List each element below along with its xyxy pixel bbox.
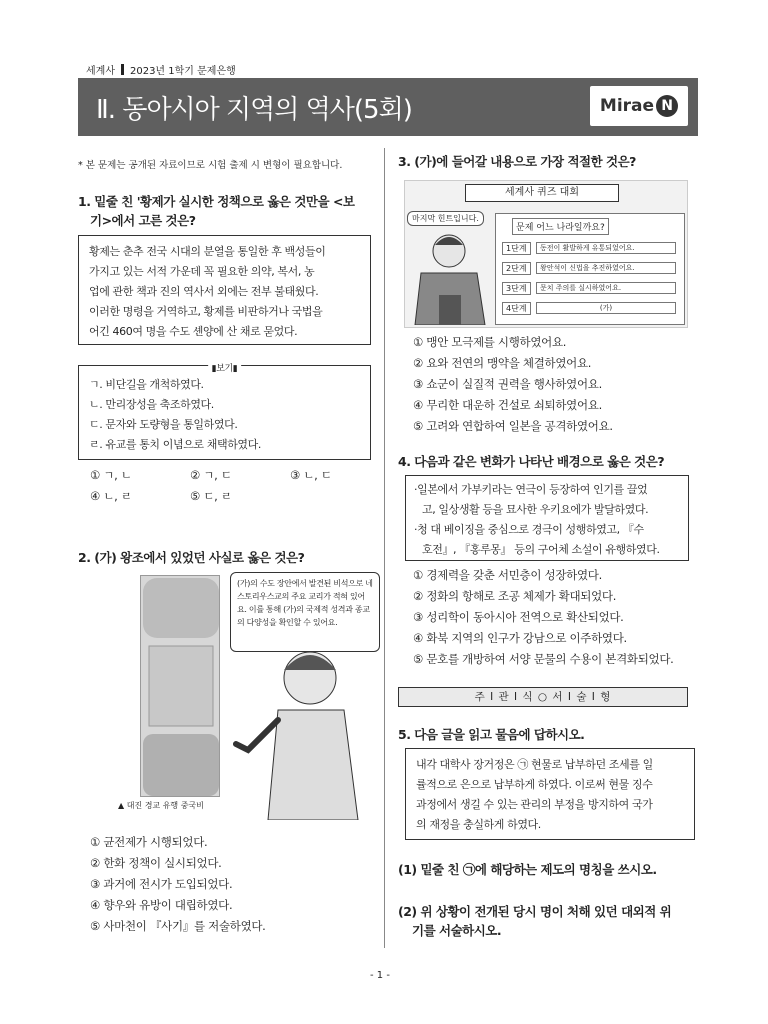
quiz-illustration	[404, 180, 688, 328]
teacher-figure	[411, 229, 491, 325]
q4-passage-box	[405, 475, 689, 561]
q3-choice-4[interactable]: ④ 무리한 대운하 건설로 쇠퇴하였어요.	[413, 398, 602, 412]
q5-sub1: (1) 밑줄 친 ㉠에 해당하는 제도의 명칭을 쓰시오.	[398, 862, 657, 877]
stele-caption: ▲ 대진 경교 유행 중국비	[118, 801, 204, 810]
separator-bar	[121, 64, 124, 75]
stele-image	[140, 575, 220, 797]
q2-choice-3[interactable]: ③ 과거에 전시가 도입되었다.	[90, 877, 233, 891]
stage-hint: 문치 주의를 실시하였어요.	[536, 282, 676, 294]
q5-passage-line: 의 재정을 충실하게 하였다.	[416, 818, 541, 831]
speech-bubble: (가)의 수도 장안에서 발견된 비석으로 네스토리우스교의 주요 교리가 적혀 있어요. 이를 통해 (가)의 국제적 성격과 종교의 다양성을 확인할 수 있어요.	[230, 572, 380, 652]
q3-choice-2[interactable]: ② 요와 전연의 맹약을 체결하였어요.	[413, 356, 592, 370]
title-banner	[78, 78, 698, 136]
page-title: Ⅱ. 동아시아 지역의 역사(5회)	[96, 95, 412, 125]
logo-mark: N	[656, 95, 678, 117]
q2-choice-1[interactable]: ① 균전제가 시행되었다.	[90, 835, 208, 849]
q4-passage-line: 호전』, 『홍루몽』 등의 구어체 소설이 유행하였다.	[422, 543, 660, 556]
explainer-illustration	[228, 640, 368, 820]
bogi-label: ▮보기▮	[208, 359, 242, 379]
q4-passage-line: ·일본에서 가부키라는 연극이 등장하여 인기를 끌었	[414, 483, 648, 496]
quiz-board	[495, 213, 685, 325]
q5-sub2-line1: (2) 위 상황이 전개된 당시 명이 처해 있던 대외적 위	[398, 904, 672, 919]
subject-label: 세계사	[86, 66, 115, 77]
q1-choice-5[interactable]: ⑤ ㄷ, ㄹ	[190, 489, 232, 503]
q4-passage-line: 고, 일상생활 등을 묘사한 우키요에가 발달하였다.	[422, 503, 649, 516]
q5-passage-line: 내각 대학사 장거정은 ㉠ 현물로 납부하던 조세를 일	[416, 758, 653, 771]
q1-choice-1[interactable]: ① ㄱ, ㄴ	[90, 468, 132, 482]
stage-hint: 동전이 활발하게 유통되었어요.	[536, 242, 676, 254]
q4-choice-1[interactable]: ① 경제력을 갖춘 서민층이 성장하였다.	[413, 568, 602, 582]
q5-question: 5. 다음 글을 읽고 물음에 답하시오.	[398, 727, 585, 742]
logo-text: Mirae	[599, 96, 655, 116]
notice-text: * 본 문제는 공개된 자료이므로 시험 출제 시 변형이 필요합니다.	[78, 160, 343, 171]
stage-hint: 왕안석이 신법을 추진하였어요.	[536, 262, 676, 274]
q1-passage-line: 이러한 명령을 거역하고, 황제를 비판하거나 국법을	[89, 305, 323, 318]
bogi-box	[78, 365, 371, 460]
q1-choice-3[interactable]: ③ ㄴ, ㄷ	[290, 468, 332, 482]
bogi-item: ㄹ. 유교를 통치 이념으로 채택하였다.	[89, 438, 261, 451]
q1-choice-4[interactable]: ④ ㄴ, ㄹ	[90, 489, 132, 503]
teacher-hint: 마지막 힌트입니다.	[407, 211, 484, 226]
q1-question	[78, 192, 355, 230]
q3-choices	[413, 332, 613, 437]
q5-passage-box	[405, 748, 695, 840]
q1-line1: 1. 밑줄 친 '황제가 실시한 정책으로 옳은 것만을 <보	[78, 194, 355, 209]
q5-sub2	[398, 902, 671, 940]
q4-passage-line: ·청 대 베이징을 중심으로 경극이 성행하였고, 『수	[414, 523, 644, 536]
stage-label: 2단계	[502, 262, 531, 275]
column-divider	[384, 148, 385, 948]
q1-passage-line: 어긴 460여 명을 수도 셴양에 산 채로 묻었다.	[89, 325, 298, 338]
mirae-logo	[590, 86, 688, 126]
header-source	[86, 62, 236, 77]
q3-question: 3. (가)에 들어갈 내용으로 가장 적절한 것은?	[398, 154, 636, 169]
q1-choices	[90, 465, 390, 507]
q1-passage-line: 업에 관한 책과 진의 역사서 외에는 전부 불태웠다.	[89, 285, 319, 298]
q1-passage-line: 황제는 춘추 전국 시대의 분열을 통일한 후 백성들이	[89, 245, 326, 258]
q1-line2: 기>에서 고른 것은?	[90, 213, 196, 228]
subjective-header: 주 I 관 I 식 ○ 서 I 술 I 형	[398, 687, 688, 707]
stage-hint: (가)	[536, 302, 676, 314]
q2-choices	[90, 832, 266, 937]
q2-choice-5[interactable]: ⑤ 사마천이 『사기』를 저술하였다.	[90, 919, 266, 933]
q2-choice-2[interactable]: ② 한화 정책이 실시되었다.	[90, 856, 222, 870]
q1-passage-box	[78, 235, 371, 345]
stage-label: 4단계	[502, 302, 531, 315]
q1-choice-2[interactable]: ② ㄱ, ㄷ	[190, 468, 232, 482]
q3-choice-5[interactable]: ⑤ 고려와 연합하여 일본을 공격하였어요.	[413, 419, 613, 433]
q3-choice-1[interactable]: ① 맹안 모극제를 시행하였어요.	[413, 335, 567, 349]
stage-label: 3단계	[502, 282, 531, 295]
page-number: - 1 -	[370, 970, 390, 981]
q1-passage-line: 가지고 있는 서적 가운데 꼭 필요한 의약, 복서, 농	[89, 265, 315, 278]
q3-choice-3[interactable]: ③ 쇼군이 실질적 권력을 행사하였어요.	[413, 377, 602, 391]
q4-choice-5[interactable]: ⑤ 문호를 개방하여 서양 문물의 수용이 본격화되었다.	[413, 652, 674, 666]
source-label: 2023년 1학기 문제은행	[129, 66, 236, 77]
board-question: 문제 어느 나라일까요?	[512, 218, 609, 235]
q2-choice-4[interactable]: ④ 향우와 유방이 대립하였다.	[90, 898, 233, 912]
q4-choice-4[interactable]: ④ 화북 지역의 인구가 강남으로 이주하였다.	[413, 631, 627, 645]
q4-question: 4. 다음과 같은 변화가 나타난 배경으로 옳은 것은?	[398, 454, 665, 469]
stage-label: 1단계	[502, 242, 531, 255]
q4-choice-3[interactable]: ③ 성리학이 동아시아 전역으로 확산되었다.	[413, 610, 624, 624]
q5-passage-line: 과정에서 생길 수 있는 관리의 부정을 방지하여 국가	[416, 798, 653, 811]
q5-sub2-line2: 기를 서술하시오.	[412, 923, 502, 938]
q5-passage-line: 률적으로 은으로 납부하게 하였다. 이로써 현물 징수	[416, 778, 653, 791]
q4-choice-2[interactable]: ② 정화의 항해로 조공 체제가 확대되었다.	[413, 589, 617, 603]
q2-question: 2. (가) 왕조에서 있었던 사실로 옳은 것은?	[78, 550, 305, 565]
bogi-item: ㄱ. 비단길을 개척하였다.	[89, 378, 204, 391]
quiz-title: 세계사 퀴즈 대회	[465, 184, 619, 202]
bogi-item: ㄴ. 만리장성을 축조하였다.	[89, 398, 214, 411]
q4-choices	[413, 565, 674, 670]
bogi-item: ㄷ. 문자와 도량형을 통일하였다.	[89, 418, 238, 431]
